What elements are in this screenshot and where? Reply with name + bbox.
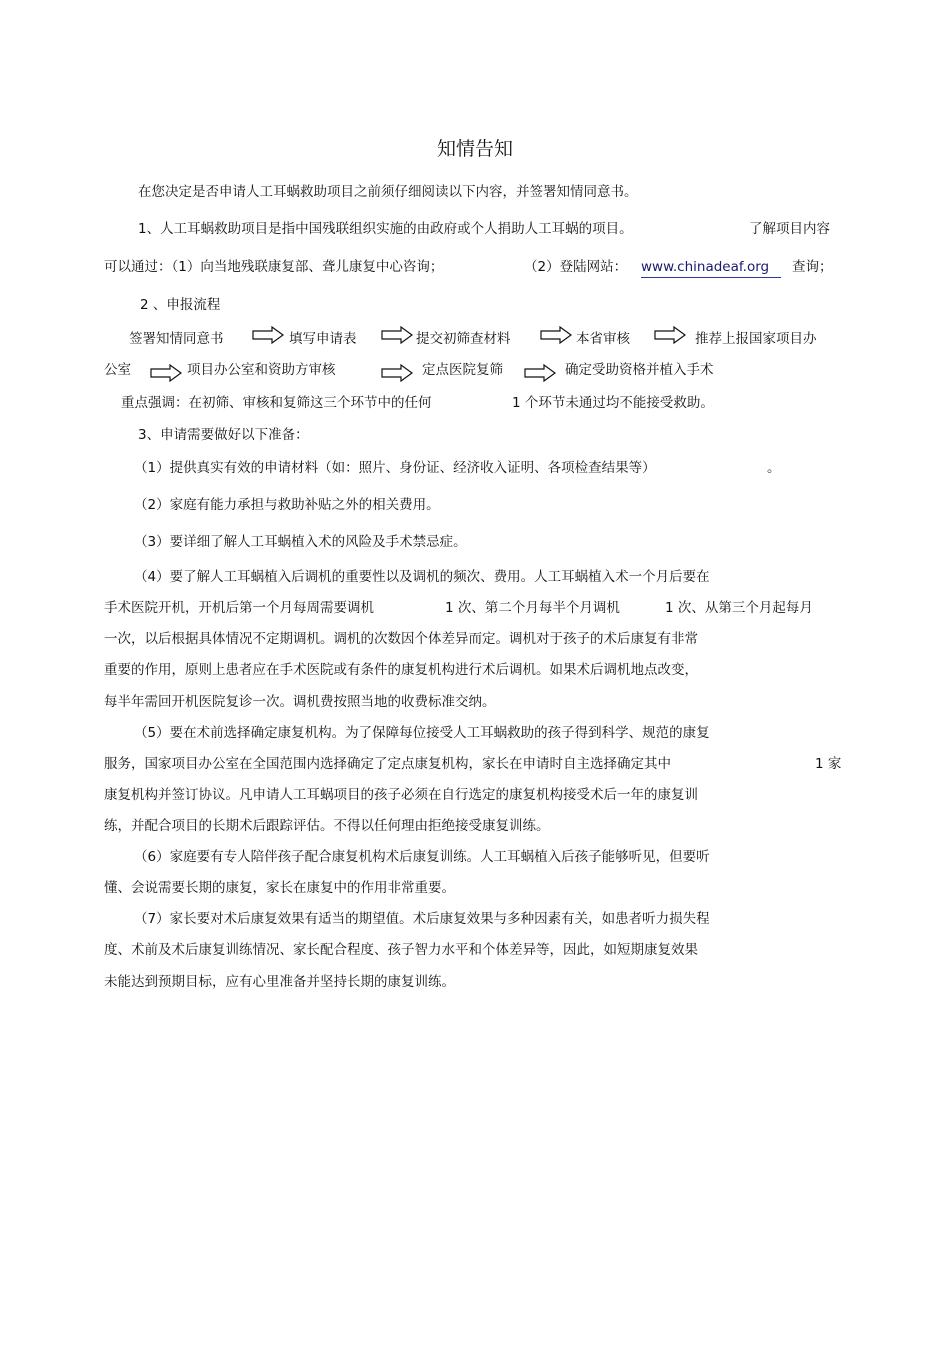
item5-line1: （5）要在术前选择确定康复机构。为了保障每位接受人工耳蜗救助的孩子得到科学、规范的康复 (134, 725, 710, 741)
section1-line2c: 查询； (792, 259, 833, 275)
flow-step-6: 项目办公室和资助方审核 (187, 362, 336, 378)
emphasis-text-b: 1 个环节未通过均不能接受救助。 (512, 395, 714, 411)
section1-line2a: 可以通过：（1）向当地残联康复部、聋儿康复中心咨询； (104, 259, 444, 275)
item2: （2）家庭有能力承担与救助补贴之外的相关费用。 (134, 497, 440, 513)
section1-line2b: （2）登陆网站： (524, 259, 628, 275)
flow-step-4: 本省审核 (576, 331, 630, 347)
item1-tail: 。 (767, 460, 781, 476)
flow-step-2: 填写申请表 (289, 331, 357, 347)
item5-line3: 康复机构并签订协议。凡申请人工耳蜗项目的孩子必须在自行选定的康复机构接受术后一年的康复训 (104, 787, 698, 803)
flow-step-5-cont: 公室 (104, 362, 131, 378)
item3: （3）要详细了解人工耳蜗植入术的风险及手术禁忌症。 (134, 534, 467, 550)
item5-line2b: 1 家 (815, 756, 842, 772)
item7-line3: 未能达到预期目标，应有心里准备并坚持长期的康复训练。 (104, 974, 455, 990)
intro-text: 在您决定是否申请人工耳蜗救助项目之前须仔细阅读以下内容，并签署知情同意书。 (138, 184, 638, 200)
flow-step-7: 定点医院复筛 (422, 362, 503, 378)
section3-heading: 3、申请需要做好以下准备： (138, 427, 309, 443)
flow-arrow-icon (540, 326, 572, 344)
item6-line2: 懂、会说需要长期的康复，家长在康复中的作用非常重要。 (104, 880, 455, 896)
item4-line3: 一次，以后根据具体情况不定期调机。调机的次数因个体差异而定。调机对于孩子的术后康复有非常 (104, 631, 698, 647)
flow-arrow-icon (381, 364, 413, 382)
item7-line1: （7）家长要对术后康复效果有适当的期望值。术后康复效果与多种因素有关，如患者听力损失程 (134, 911, 710, 927)
flow-step-1: 签署知情同意书 (129, 331, 224, 347)
item5-line2a: 服务，国家项目办公室在全国范围内选择确定了定点康复机构，家长在申请时自主选择确定其中 (104, 756, 671, 772)
item4-line2b: 1 次、第二个月每半个月调机 (445, 600, 620, 616)
flow-step-3: 提交初筛查材料 (416, 331, 511, 347)
section1-line1-tail: 了解项目内容 (749, 221, 830, 237)
item4-line2c: 1 次、从第三个月起每月 (665, 600, 813, 616)
flow-arrow-icon (381, 326, 413, 344)
item6-line1: （6）家庭要有专人陪伴孩子配合康复机构术后康复训练。人工耳蜗植入后孩子能够听见，但要听 (134, 849, 710, 865)
section2-heading: 2 、申报流程 (140, 297, 221, 313)
website-link[interactable]: www.chinadeaf.org (641, 258, 781, 278)
flow-arrow-icon (252, 326, 284, 344)
flow-arrow-icon (150, 364, 182, 382)
flow-arrow-icon (654, 326, 686, 344)
flow-step-5: 推荐上报国家项目办 (695, 331, 817, 347)
item4-line1: （4）要了解人工耳蜗植入后调机的重要性以及调机的频次、费用。人工耳蜗植入术一个月后要在 (134, 569, 710, 585)
item1: （1）提供真实有效的申请材料（如：照片、身份证、经济收入证明、各项检查结果等） (134, 460, 656, 476)
emphasis-text-a: 重点强调：在初筛、审核和复筛这三个环节中的任何 (121, 395, 432, 411)
flow-step-8: 确定受助资格并植入手术 (565, 362, 714, 378)
item4-line5: 每半年需回开机医院复诊一次。调机费按照当地的收费标准交纳。 (104, 694, 496, 710)
flow-arrow-icon (524, 364, 556, 382)
page-title: 知情告知 (436, 138, 513, 160)
item4-line2a: 手术医院开机，开机后第一个月每周需要调机 (104, 600, 374, 616)
section1-line1: 1、人工耳蜗救助项目是指中国残联组织实施的由政府或个人捐助人工耳蜗的项目。 (138, 221, 633, 237)
item5-line4: 练，并配合项目的长期术后跟踪评估。不得以任何理由拒绝接受康复训练。 (104, 818, 550, 834)
item7-line2: 度、术前及术后康复训练情况、家长配合程度、孩子智力水平和个体差异等，因此，如短期康复效果 (104, 942, 698, 958)
item4-line4: 重要的作用，原则上患者应在手术医院或有条件的康复机构进行术后调机。如果术后调机地点改变， (104, 662, 698, 678)
